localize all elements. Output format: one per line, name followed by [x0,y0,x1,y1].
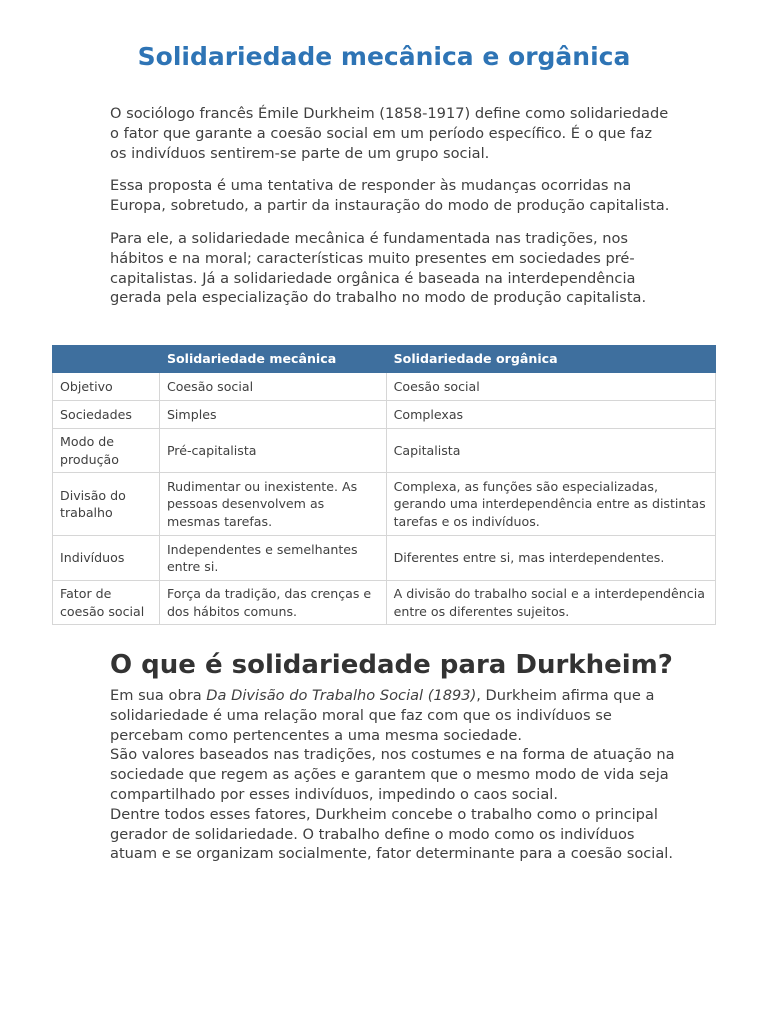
intro-paragraph: O sociólogo francês Émile Durkheim (1858-1917) define como solidariedade o fator que garante a coesão social em um período específico. É o que faz os indivíduos sentirem-se parte de um grupo social. [110,105,669,162]
table-row [53,373,716,401]
table-cell: Indivíduos [53,536,160,581]
table-cell: Simples [159,401,386,429]
table-cell: Diferentes entre si, mas interdependentes. [386,536,715,581]
section-heading: O que é solidariedade para Durkheim? [110,650,673,680]
table-cell: Pré-capitalista [159,429,386,473]
table-cell: Divisão do trabalho [53,473,160,536]
table-cell: Força da tradição, das crenças e dos hábitos comuns. [159,581,386,625]
section-body [110,686,680,864]
table-row [53,401,716,429]
table-cell: Capitalista [386,429,715,473]
table-row [53,536,716,581]
section-paragraph: São valores baseados nas tradições, nos costumes e na forma de atuação na sociedade que regem as ações e garantem que o mesmo modo de vida seja compartilhado por esses indivíduos, impedindo o caos social. [110,746,675,803]
book-title: Da Divisão do Trabalho Social (1893) [206,687,477,704]
table-row [53,429,716,473]
paragraph-text: Em sua obra [110,687,207,704]
table-cell: Coesão social [386,373,715,401]
table-header-cell: Solidariedade mecânica [159,346,386,373]
table-cell: Complexa, as funções são especializadas, gerando uma interdependência entre as distintas tarefas e os indivíduos. [386,473,715,536]
table-cell: Complexas [386,401,715,429]
table-header-cell: Solidariedade orgânica [386,346,715,373]
section-paragraph: Dentre todos esses fatores, Durkheim concebe o trabalho como o principal gerador de solidariedade. O trabalho define o modo como os indivíduos atuam e se organizam socialmente, fator determinante para a coesão social. [110,805,673,863]
intro-section [110,104,670,321]
intro-paragraph: Essa proposta é uma tentativa de responder às mudanças ocorridas na Europa, sobretudo, a partir da instauração do modo de produção capitalista. [110,177,670,215]
section-paragraph [110,686,680,745]
paragraph-text: , Durkheim afirma que a solidariedade é uma relação moral que faz com que os indivíduos se percebam como pertencentes a uma mesma sociedade. [110,687,655,744]
table-cell: Modo de produção [53,429,160,473]
table-cell: Objetivo [53,373,160,401]
table-cell: Independentes e semelhantes entre si. [159,536,386,581]
table-header-cell [53,346,160,373]
page-title: Solidariedade mecânica e orgânica [137,42,631,71]
table-cell: A divisão do trabalho social e a interdependência entre os diferentes sujeitos. [386,581,715,625]
table-header-row [53,346,716,373]
table-row [53,581,716,625]
intro-paragraph: Para ele, a solidariedade mecânica é fundamentada nas tradições, nos hábitos e na moral; características muito presentes em sociedades pré-capitalistas. Já a solidariedade orgânica é baseada na interdependência gerada pela especialização do trabalho no modo de produção capitalista. [110,229,647,307]
table-cell: Rudimentar ou inexistente. As pessoas desenvolvem as mesmas tarefas. [159,473,386,536]
table-row [53,473,716,536]
table-cell: Sociedades [53,401,160,429]
table-cell: Fator de coesão social [53,581,160,625]
table-cell: Coesão social [159,373,386,401]
comparison-table [52,345,716,625]
